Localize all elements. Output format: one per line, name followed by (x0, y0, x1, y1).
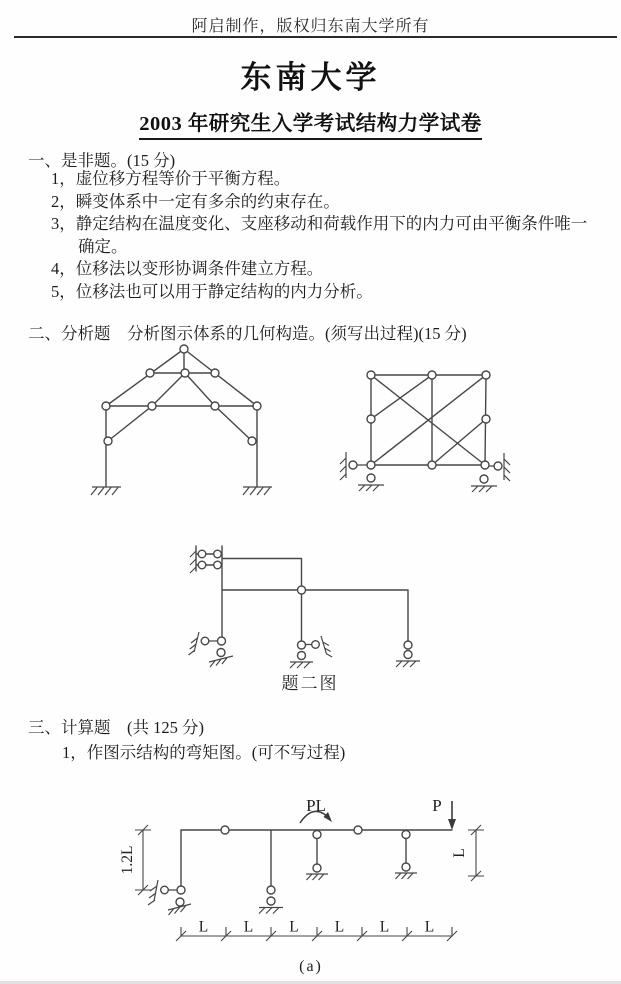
support-left (189, 632, 234, 667)
true-false-item-2: 2，瞬变体系中一定有多余的约束存在。 (51, 191, 340, 211)
span-dim-label-2: L (243, 918, 254, 936)
figure-a-labels (119, 796, 468, 936)
span-dim-label-1: L (198, 918, 209, 936)
section1-heading: 一、是非题。(15 分) (28, 151, 176, 170)
figure-gable-frame (80, 340, 280, 498)
figure-braced-frame (335, 366, 515, 494)
fixed-support-right (243, 487, 272, 495)
pendulum-support-2 (395, 873, 417, 879)
frame-members (196, 546, 408, 645)
wall-link-hatch (190, 551, 196, 573)
hinge-circles (198, 550, 412, 659)
true-false-item-5: 5，位移法也可以用于静定结构的内力分析。 (51, 281, 373, 301)
span-dim-label-3: L (289, 918, 299, 936)
header-copyright: 阿启制作，版权归东南大学所有 (191, 18, 430, 35)
figure-a-caption: (a) (299, 958, 323, 975)
hinge-circles (102, 345, 261, 445)
height-right-dim-label: L (451, 848, 468, 858)
section2-heading: 二、分析题 分析图示体系的几何构造。(须写出过程)(15 分) (28, 324, 467, 343)
load-label: P (432, 796, 442, 815)
dimension-left (135, 825, 151, 895)
figure2-caption: 题二图 (281, 674, 339, 693)
support-right (396, 661, 420, 667)
page-subtitle-row (0, 106, 621, 140)
support-left (148, 880, 191, 915)
dimension-right (468, 825, 484, 881)
moment-label: PL (306, 796, 326, 815)
page-title: 东南大学 (240, 60, 381, 95)
dimension-bottom (176, 927, 457, 941)
gable-frame-members (106, 349, 257, 487)
section1-items (51, 168, 600, 303)
section3-item1: 1，作图示结构的弯矩图。(可不写过程) (62, 743, 346, 762)
true-false-item-4: 4，位移法以变形协调条件建立方程。 (51, 259, 324, 278)
span-dim-label-5: L (379, 918, 390, 936)
page-subtitle: 2003 年研究生入学考试结构力学试卷 (139, 106, 482, 140)
height-left-dim-label: 1.2L (119, 845, 136, 875)
link-support-left (340, 452, 384, 491)
fixed-support-left (91, 487, 121, 495)
header-rule (14, 36, 617, 38)
hinge-circles (349, 371, 502, 483)
true-false-item-1: 1，虚位移方程等价于平衡方程。 (51, 169, 291, 188)
section3-heading: 三、计算题 (共 125 分) (28, 718, 204, 737)
hinge-circles (161, 826, 410, 906)
load-arrow (448, 801, 456, 830)
support-middle (290, 636, 332, 668)
support-middle (259, 908, 283, 914)
braced-frame-members (371, 375, 486, 465)
pendulum-support-1 (306, 874, 328, 880)
figure-a-beam (118, 790, 490, 950)
true-false-item-3: 3，静定结构在温度变化、支座移动和荷载作用下的内力可由平衡条件唯一确定。 (51, 214, 588, 256)
figure-question2-frame (185, 540, 435, 670)
span-dim-label-4: L (334, 918, 345, 936)
span-dim-label-6: L (424, 918, 435, 936)
